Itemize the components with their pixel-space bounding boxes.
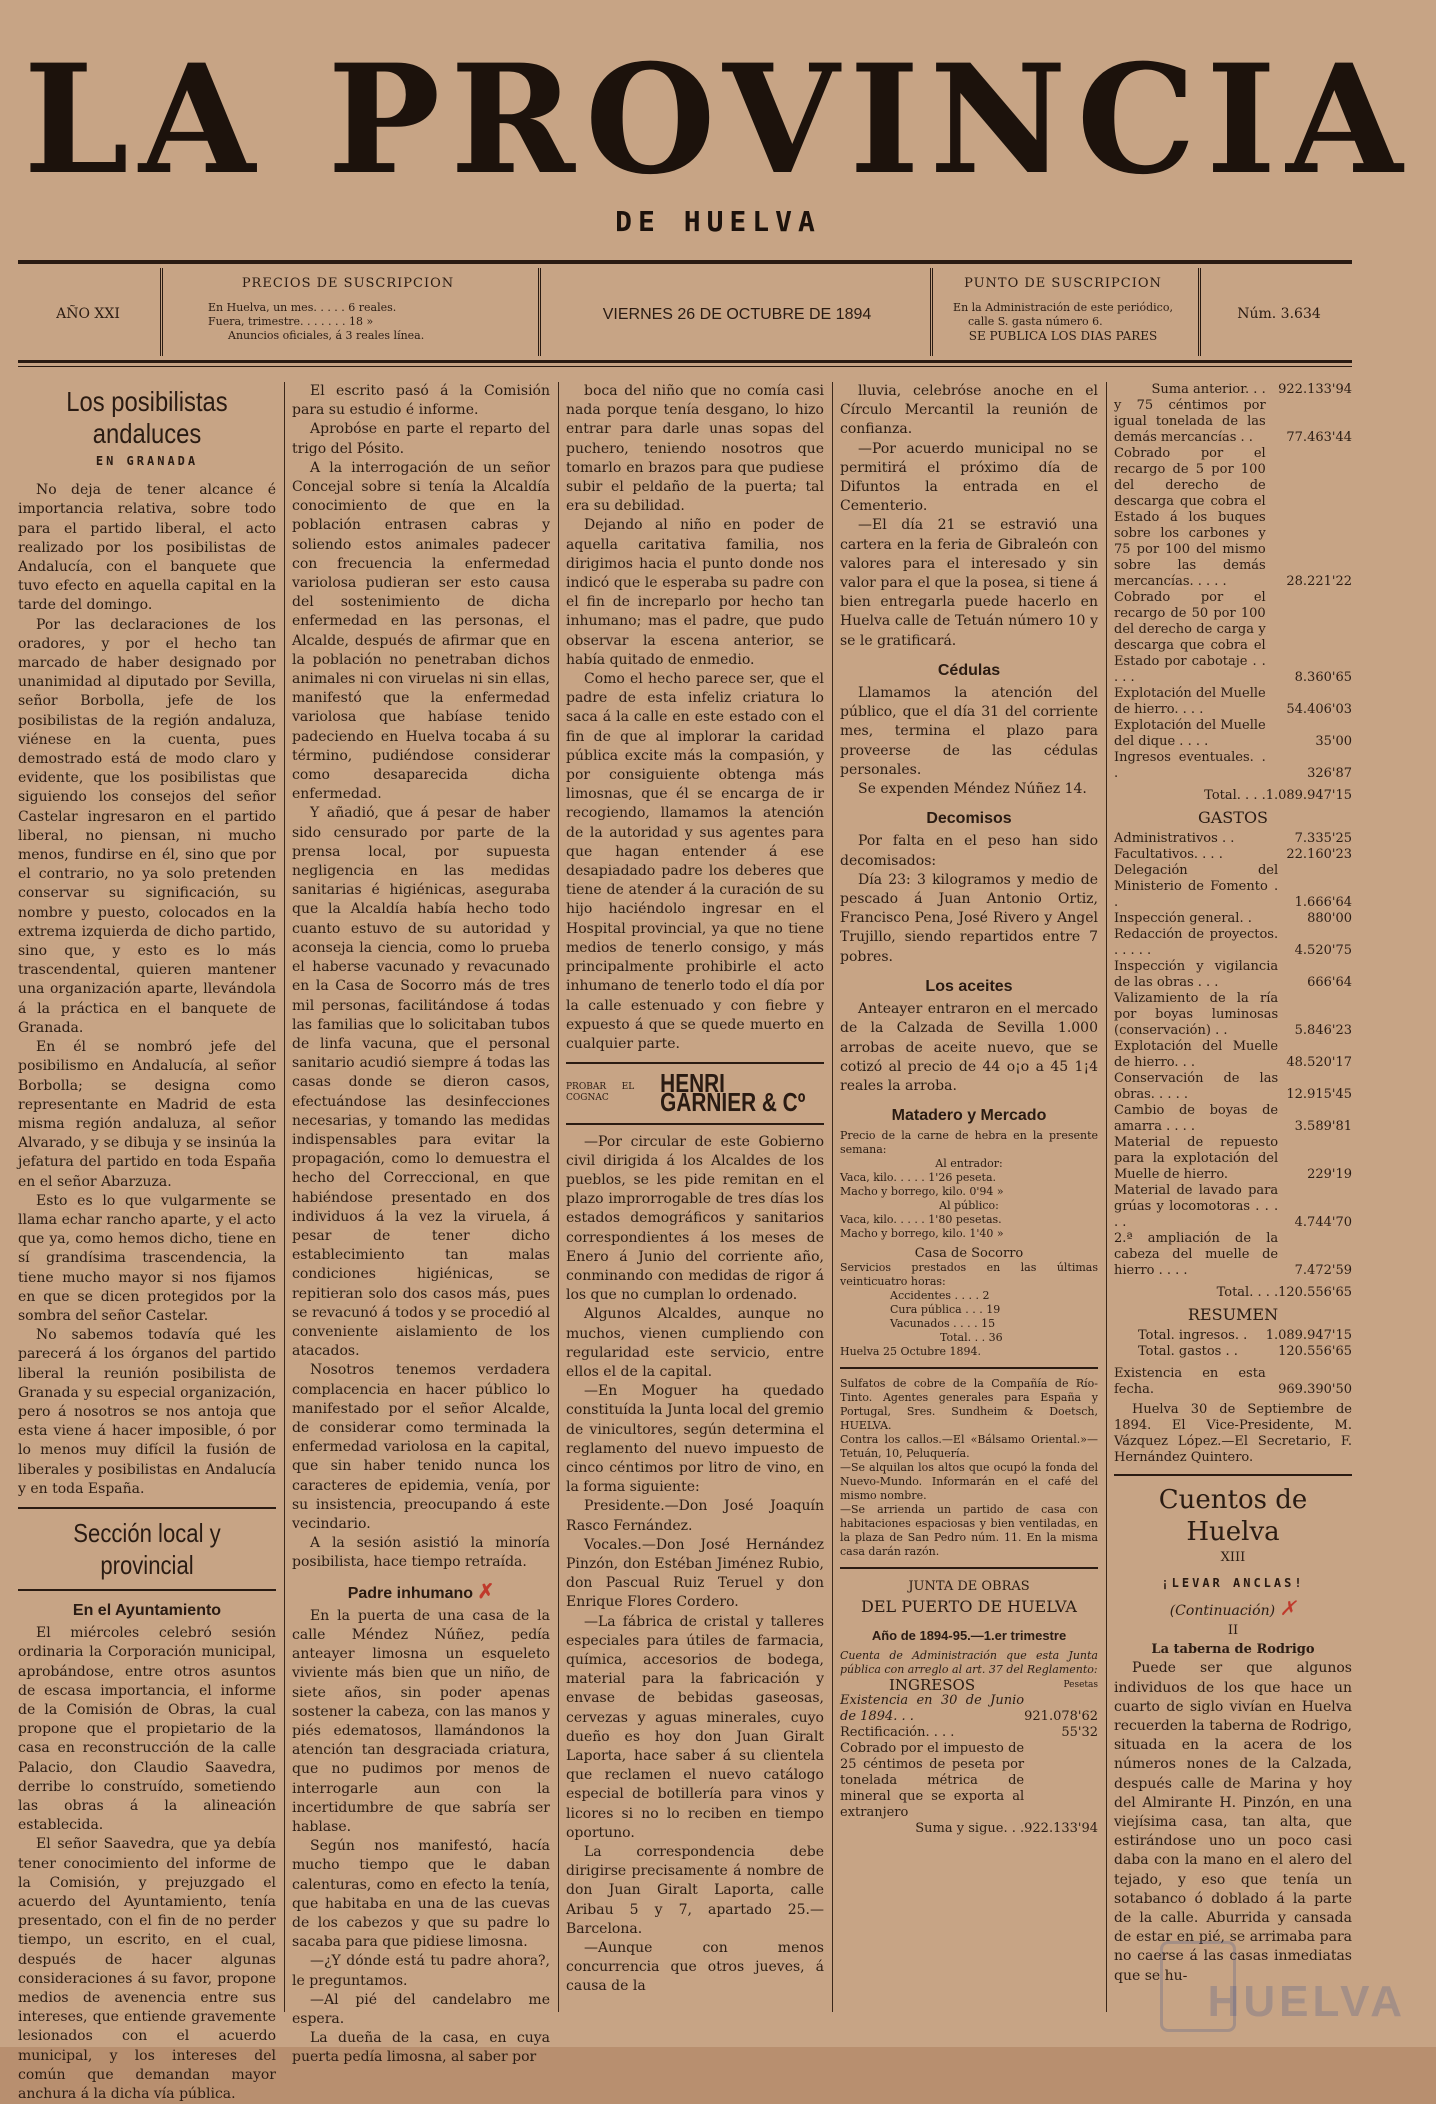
- paragraph: Presidente.—Don José Joaquín Rasco Fernández.: [566, 1498, 824, 1534]
- column-rule: [1106, 382, 1107, 2012]
- section-rule: [1114, 1474, 1352, 1476]
- ledger-label: Explotación del Muelle de hierro. . .: [1114, 1039, 1279, 1071]
- ledger-label: Total. ingresos. .: [1138, 1328, 1248, 1344]
- ledger-value: 880'00: [1307, 911, 1352, 927]
- junta-subtitle: DEL PUERTO DE HUELVA: [861, 1596, 1077, 1616]
- story-part: II: [1227, 1623, 1239, 1639]
- ledger-label: Inspección y vigilancia de las obras . . .: [1114, 959, 1279, 991]
- paragraph: En la puerta de una casa de la calle Méndez Núñez, pedía anteayer limosna un esqueleto viviente más bien que un niño, de siete años, sin poder apenas sostener la cabeza, con las manos y piés edematosos, llamándonos la atención tan desgraciada criatura, que no pudimos por menos de interrogarle aun con la incertidumbre de que sabría ser hablase.: [292, 1607, 550, 1836]
- column-5: [1114, 382, 1352, 2012]
- market-intro: Precio de la carne de hebra en la presente semana:: [840, 1129, 1098, 1157]
- paragraph: —Por acuerdo municipal no se permitirá el próximo día de Difuntos la entrada en el Cementerio.: [840, 440, 1098, 515]
- pesetas-header: Pesetas: [1063, 1679, 1098, 1690]
- ledger-value: 35'00: [1315, 734, 1352, 749]
- column-2: [292, 382, 550, 2066]
- date-cell: [546, 266, 928, 358]
- subscription-title: PUNTO DE SUSCRIPCION: [964, 276, 1162, 291]
- ledger-label: Suma y sigue. . .: [915, 1820, 1025, 1836]
- info-bar: [18, 266, 1352, 358]
- section-rule: [566, 1123, 824, 1125]
- ledger-label: Cobrado por el impuesto de 25 céntimos de peseta por tonelada métrica de mineral que se exporta al extranjero: [840, 1740, 1025, 1820]
- ledger-label: y 75 céntimos por igual tonelada de las demás mercancías . .: [1114, 398, 1266, 445]
- top-rule: [18, 260, 1352, 264]
- notice: Contra los callos.—El «Bálsamo Oriental.»—Tetuán, 10, Peluquería.: [840, 1433, 1098, 1461]
- paragraph: boca del niño que no comía casi nada porque tenía desgano, lo hizo entrar para darle unas sopas del puchero, teniendo nosotros que tomarlo en brazos para que pudiese subir el peldaño de la puerta; tal era su debilidad.: [566, 383, 824, 515]
- ledger-label: Inspección general. .: [1114, 911, 1252, 927]
- cognac-advertisement: [566, 1068, 824, 1118]
- info-divider: [1198, 268, 1201, 356]
- ledger-label: Explotación del Muelle de hierro. . . .: [1114, 686, 1266, 717]
- ledger-label: Cambio de boyas de amarra . . . .: [1114, 1103, 1279, 1135]
- subheading: Cédulas: [937, 661, 1001, 679]
- paragraph: —La fábrica de cristal y talleres especiales para útiles de farmacia, química, accesorios de bodega, material para la fabricación y envase de bebidas gaseosas, cervezas y aguas minerales, cuyo dueño es hoy don Juan Giralt Laporta, hace saber á su clientela que reclamen el nuevo catálogo especial de botillería para vinos y licores si no lo reciben en tiempo oportuno.: [566, 1613, 824, 1841]
- ad-label: PROBAR EL COGNAC: [566, 1082, 635, 1104]
- newspaper-title: LA PROVINCIA: [23, 32, 1413, 208]
- subheading: [292, 1580, 550, 1603]
- story-title: Cuentos de Huelva: [1158, 1485, 1308, 1548]
- column-1: [18, 382, 276, 2103]
- ingresos-table: [840, 1677, 1098, 1837]
- paragraph: Puede ser que algunos individuos de los que hace un cuarto de siglo vivían en Huelva recuerden la taberna de Rodrigo, situada en la acera de los números nones de la Calzada, después calle de Marina y hoy del Almirante H. Pinzón, en una viejísima casa, tan alta, que estirándose uno un poco casi daba con la mano en el alero del tejado, y eso que tenía un sotabanco ó doblado á la parte de la calle. Aburrida y cansada de estar en pié, se arrimaba para no caerse á las casas inmediatas que se hu-: [1114, 1660, 1352, 1984]
- story-chapter-title: ¡LEVAR ANCLAS!: [1161, 1575, 1305, 1590]
- ingresos-continued-table: [1114, 382, 1352, 804]
- section-rule: [566, 1062, 824, 1064]
- ledger-label: Administrativos . .: [1114, 831, 1235, 847]
- notice: Sulfatos de cobre de la Compañía de Río-Tinto. Agentes generales para España y Portugal, Sres. Sundheim & Doetsch, HUELVA.: [840, 1377, 1098, 1433]
- prices-line: En Huelva, un mes. . . . . 6 reales.: [208, 301, 397, 314]
- headline-sub: EN GRANADA: [95, 454, 199, 468]
- number-cell: [1206, 266, 1352, 358]
- subheading: Matadero y Mercado: [891, 1107, 1047, 1125]
- column-rule: [284, 382, 285, 2012]
- paragraph: —Aunque con menos concurrencia que otros jueves, á causa de la: [566, 1940, 824, 1995]
- resumen-header: RESUMEN: [1187, 1305, 1279, 1325]
- paragraph: Y añadió, que á pesar de haber sido censurado por parte de la prensa local, por supuesta negligencia en las medidas sanitarias é higiénicas, aseguraba que la Alcaldía había hecho todo cuanto estuvo de su autoridad y aconseja la ciencia, como lo prueba el haberse vacunado y revacunado en la Casa de Socorro más de tres mil personas, facilitándose á todas las familias que lo solicitaban tubos de linfa vacuna, que el personal sanitario acudió siempre á todas las casas donde se dieron casos, efectuándose las desinfecciones necesarias, y tomando las medidas indispensables para evitar la propagación, como lo demuestra el hecho del Correccional, en que habiéndose presentado en dos individuos á la vez la viruela, á pesar de tener dicho establecimiento tan malas condiciones higiénicas, se repitieran solo dos casos más, pues se revacunó á todos y se procedió al conveniente aislamiento de los atacados.: [292, 805, 550, 1360]
- info-divider: [538, 268, 541, 356]
- issue-number: Núm. 3.634: [1237, 306, 1321, 322]
- market-row: Vaca, kilo. . . . . 1'26 peseta.: [840, 1171, 996, 1185]
- ledger-value: 8.360'65: [1294, 670, 1352, 685]
- subheading: Casa de Socorro: [914, 1246, 1024, 1262]
- paragraph: La dueña de la casa, en cuya puerta pedía limosna, al saber por: [292, 2030, 550, 2066]
- ledger-label: Cobrado por el recargo de 5 por 100 del derecho de descarga que cobra el Estado á los buques sobre los carbones y 75 por 100 del mismo sobre las demás mercancías. . . . .: [1114, 446, 1266, 589]
- column-4: [840, 382, 1098, 2012]
- socorro-row: Vacunados . . . . 15: [890, 1317, 996, 1331]
- socorro-row: Cura pública . . . 19: [890, 1303, 1001, 1317]
- notice: —Se arrienda un partido de casa con habitaciones espaciosas y bien ventiladas, en la plaza de San Pedro núm. 11. En la misma casa darán razón.: [840, 1503, 1098, 1559]
- resumen-table: [1114, 1328, 1352, 1398]
- info-bottom-rule-thin: [18, 366, 1352, 367]
- ledger-value: 22.160'23: [1286, 847, 1352, 863]
- archive-watermark: HUELVA: [1207, 1977, 1406, 2026]
- market-row: Macho y borrego, kilo. 1'40 »: [840, 1227, 1004, 1241]
- market-subhead: Al entrador:: [935, 1157, 1003, 1171]
- ledger-label: Rectificación. . . .: [840, 1724, 955, 1740]
- year-cell: [18, 266, 158, 358]
- ledger-total-label: Total. . . .: [1204, 788, 1266, 803]
- paragraph: Vocales.—Don José Hernández Pinzón, don Estéban Jiménez Rubio, don Pascual Ruiz Teruel y don Enrique Flores Cordero.: [566, 1536, 824, 1611]
- column-3: [566, 382, 824, 2012]
- subscription-line: SE PUBLICA LOS DIAS PARES: [968, 329, 1158, 343]
- ledger-value: 922.133'94: [1278, 382, 1352, 397]
- paragraph: Esto es lo que vulgarmente se llama echar rancho aparte, y el acto que ya, como hemos dicho, tiene en sí grandísima trascendencia, la tiene mucho mayor si nos fijamos en que se dicen protegidos por la sombra del señor Castelar.: [18, 1192, 276, 1324]
- ledger-label: Conservación de las obras. . . . .: [1114, 1071, 1279, 1103]
- ledger-value: 54.406'03: [1286, 702, 1352, 717]
- gastos-header: GASTOS: [1197, 808, 1269, 827]
- paragraph: El señor Saavedra, que ya debía tener conocimiento del informe de la Comisión, y prejuzgado el acuerdo del Ayuntamiento, tenía presentado, con el fin de no perder tiempo, un escrito, en el cual, después de hacer algunas consideraciones á su favor, propone medios de avenencia entre sus intereses, que entiende gravemente lesionados con el acuerdo municipal, y los intereses del común que demandan mayor anchura á la dicha vía pública.: [18, 1836, 276, 2103]
- ledger-label: Facultativos. . . .: [1114, 847, 1223, 863]
- ledger-value: 326'87: [1307, 766, 1352, 781]
- paragraph: El miércoles celebró sesión ordinaria la Corporación municipal, aprobándose, entre otros asuntos de escasa importancia, el informe de la Comisión de Obras, la cual propone que el propietario de la casa en reconstrucción de la calle Palacio, don Claudio Saavedra, derribe lo construído, sometiendo las obras á la alineación establecida.: [18, 1625, 276, 1834]
- socorro-intro: Servicios prestados en las últimas veinticuatro horas:: [840, 1261, 1098, 1289]
- paragraph: Por las declaraciones de los oradores, y por el hecho tan marcado de haber designado por unanimidad al diputado por Sevilla, señor Borbolla, jefe de los posibilistas de la región andaluza, viénese en la cuenta, pues demostrado está de modo claro y evidente, que los posibilistas que siguiendo los consejos del señor Castelar ingresaron en el partido liberal, no piensan, ni mucho menos, fundirse en él, sino que por el contrario, no ya solo pretenden conservar su significación, su nombre y puesto, colocados en la extrema izquierda de dicho partido, sino que, y esto es lo más trascendental, quieren mantener una organización aparte, llevándola á la práctica en el banquete de Granada.: [18, 616, 276, 1036]
- ledger-label: Material de lavado para grúas y locomotoras . . . . .: [1114, 1183, 1279, 1231]
- story-number: XIII: [1220, 1550, 1246, 1566]
- story-part-title: La taberna de Rodrigo: [1151, 1642, 1315, 1658]
- prices-line: Anuncios oficiales, á 3 reales línea.: [228, 329, 425, 342]
- section-rule: [840, 1567, 1098, 1569]
- ledger-value: 120.556'65: [1278, 1344, 1352, 1360]
- subscription-line: calle S. gasta número 6.: [968, 315, 1103, 328]
- paragraph: Dejando al niño en poder de aquella caritativa familia, nos dirigimos hacia el punto donde nos indicó que le esperaba su padre con el fin de increparlo por hecho tan inhumano; mas el padre, que pudo observar la escena anterior, se había quitado de enmedio.: [566, 517, 824, 668]
- section-rule: [18, 1589, 276, 1591]
- ad-brand: HENRI GARNIER & Cº: [660, 1068, 806, 1118]
- prices-cell: [168, 266, 528, 358]
- paragraph: —Por circular de este Gobierno civil dirigida á los Alcaldes de los pueblos, se les pide remitan en el plazo improrrogable de tres días los estados demográficos y sanitarios correspondientes á los meses de Enero á Junio del corriente año, conminando con medidas de rigor á los que no cumplan lo ordenado.: [566, 1133, 824, 1304]
- subheading-text: Padre inhumano: [347, 1584, 474, 1602]
- paragraph: —En Moguer ha quedado constituída la Junta local del gremio de vinicultores, según determina el reglamento del nuevo impuesto de cinco céntimos por litro de vino, en la forma siguiente:: [566, 1383, 824, 1496]
- paragraph: La correspondencia debe dirigirse precisamente á nombre de don Juan Giralt Laporta, calle Aribau 5 y 7, apartado 25.—Barcelona.: [566, 1844, 824, 1937]
- ledger-label: Redacción de proyectos. . . . . .: [1114, 927, 1279, 959]
- market-row: Vaca, kilo. . . . . 1'80 pesetas.: [840, 1213, 1002, 1227]
- notice: —Se alquilan los altos que ocupó la fonda del Nuevo-Mundo. Informarán en el café del mismo nombre.: [840, 1461, 1098, 1503]
- ledger-value: 12.915'45: [1286, 1087, 1352, 1103]
- paragraph: Como el hecho parece ser, que el padre de esta infeliz criatura lo saca á la calle en este estado con el fin de que al implorar la caridad pública excite más la compasión, y por consiguiente obtenga más limosnas, que él se encarga de ir recogiendo, llamamos la atención de la autoridad y sus agentes para que hagan entender á ese desapiadado padre los deberes que tiene de atender á la curación de su hijo haciéndolo ingresar en el Hospital provincial, ya que no tiene medios de tenerlo consigo, y más principalmente prohibirle el acto inhumano de tenerlo todo el día por la calle estenuado y con fiebre y expuesto á que se quede muerto en cualquier parte.: [566, 671, 824, 1052]
- newspaper-subtitle: DE HUELVA: [615, 205, 821, 238]
- subheading: En el Ayuntamiento: [72, 1601, 222, 1619]
- ledger-label: Ingresos eventuales. . .: [1114, 750, 1266, 781]
- paragraph: El escrito pasó á la Comisión para su estudio é informe.: [292, 383, 550, 419]
- paragraph: —Al pié del candelabro me espera.: [292, 1991, 550, 2028]
- article-columns: [18, 382, 1352, 2103]
- ledger-value: 1.666'64: [1294, 895, 1352, 911]
- ledger-label: Cobrado por el recargo de 50 por 100 del derecho de carga y descarga que cobra el Estado por cabotaje . . . . .: [1114, 590, 1266, 685]
- junta-intro: Cuenta de Administración que esta Junta pública con arreglo al art. 37 del Reglamento:: [840, 1648, 1098, 1676]
- ledger-value: 229'19: [1307, 1167, 1352, 1183]
- paragraph: A la interrogación de un señor Concejal sobre si tenía la Alcaldía conocimiento de que en la población entrasen cabras y soliendo estos animales padecer con frecuencia la enfermedad variolosa pudieran ser esto causa del sostenimiento de dicha enfermedad en las personas, el Alcalde, después de afirmar que en la población no penetraban dichos animales ni con viruelas ni sin ellas, manifestó que la enfermedad variolosa que habíase tenido padeciendo en Huelva tocaba á su término, pudiéndose considerar como desaparecida dicha enfermedad.: [292, 459, 550, 803]
- subheading: Decomisos: [926, 810, 1012, 828]
- gastos-table: [1114, 831, 1352, 1301]
- paragraph: Algunos Alcaldes, aunque no muchos, vienen cumpliendo con regularidad este servicio, entre ellos el de la capital.: [566, 1306, 824, 1380]
- subheading: Los aceites: [925, 977, 1013, 995]
- ledger-value: 4.520'75: [1294, 943, 1352, 959]
- ingresos-header: INGRESOS: [888, 1675, 976, 1694]
- ledger-label: Total. gastos . .: [1138, 1344, 1238, 1360]
- ledger-label: Explotación del Muelle del dique . . . .: [1114, 718, 1266, 749]
- ledger-value: 28.221'22: [1286, 574, 1352, 589]
- ledger-value: 922.133'94: [1024, 1820, 1098, 1836]
- paragraph: Anteayer entraron en el mercado de la Calzada de Sevilla 1.000 arrobas de aceite nuevo, que se cotizó al precio de 44 o¡o a 45 1¡4 reales la arroba.: [840, 1001, 1098, 1094]
- subscription-line: En la Administración de este periódico,: [953, 301, 1173, 314]
- ledger-label: Valizamiento de la ría por boyas luminosas (conservación) . .: [1114, 991, 1279, 1039]
- column-rule: [558, 382, 559, 2012]
- ledger-value: 7.472'59: [1294, 1263, 1352, 1279]
- socorro-total: Total. . . 36: [940, 1331, 1003, 1345]
- red-x-mark: ✗: [1279, 1595, 1297, 1620]
- issue-date: VIERNES 26 DE OCTUBRE DE 1894: [602, 306, 872, 323]
- ledger-value: 3.589'81: [1294, 1119, 1352, 1135]
- market-subhead: Al público:: [939, 1199, 999, 1213]
- ledger-label: Delegación del Ministerio de Fomento . .: [1114, 863, 1279, 911]
- info-divider: [930, 268, 933, 356]
- ledger-value: 77.463'44: [1286, 430, 1352, 445]
- ledger-value: 55'32: [1061, 1724, 1098, 1740]
- paragraph: Aprobóse en parte el reparto del trigo del Pósito.: [292, 421, 550, 457]
- red-x-mark: ✗: [477, 1580, 495, 1603]
- paragraph: lluvia, celebróse anoche en el Círculo Mercantil la reunión de confianza.: [840, 383, 1098, 438]
- ledger-value: 5.846'23: [1294, 1023, 1352, 1039]
- subscription-cell: [938, 266, 1188, 358]
- headline: Los posibilistas andaluces: [66, 386, 228, 449]
- ledger-value: 7.335'25: [1294, 831, 1352, 847]
- ledger-label: Material de repuesto para la explotación del Muelle de hierro.: [1114, 1135, 1279, 1183]
- ledger-label: 2.ª ampliación de la cabeza del muelle de hierro . . . .: [1114, 1231, 1279, 1279]
- ledger-label: Existencia en esta fecha.: [1114, 1366, 1266, 1398]
- column-rule: [832, 382, 833, 2012]
- ledger-value: 1.089.947'15: [1265, 1328, 1352, 1344]
- ledger-value: 921.078'62: [1024, 1708, 1098, 1724]
- masthead: [0, 32, 1436, 238]
- ledger-total-value: 1.089.947'15: [1265, 788, 1352, 803]
- ledger-total-value: 120.556'65: [1278, 1285, 1352, 1301]
- junta-title: JUNTA DE OBRAS: [908, 1579, 1030, 1595]
- socorro-date: Huelva 25 Octubre 1894.: [840, 1345, 981, 1359]
- paragraph: En él se nombró jefe del posibilismo en Andalucía, al señor Borbolla; se designa como representante en Madrid de esta misma región andaluza, al señor Alvarado, y se dibuja y se insinúa la jefatura del partido en toda España en el señor Abarzuza.: [18, 1039, 276, 1190]
- paragraph: Se expenden Méndez Núñez 14.: [858, 781, 1087, 798]
- paragraph: No deja de tener alcance é importancia relativa, sobre todo para el partido liberal, el acto realizado por los posibilistas de Andalucía, con el banquete que tuvo efecto en aquella capital en la tarde del domingo.: [18, 482, 276, 614]
- year: AÑO XXI: [56, 306, 120, 322]
- prices-line: Fuera, trimestre. . . . . . . 18 »: [208, 315, 374, 328]
- paragraph: Día 23: 3 kilogramos y medio de pescado á Juan Antonio Ortiz, Francisco Pena, José Rivero y Angel Trujillo, siendo repartidos entre 7 pobres.: [840, 871, 1098, 965]
- paragraph: Por falta en el peso han sido decomisados:: [840, 833, 1098, 869]
- paragraph: No sabemos todavía qué les parecerá á los órganos del partido liberal la reunión posibilista de Granada y su especial organización, pero á nosotros se nos antoja que esta viene á hacer imposible, ó por lo menos muy difícil la fusión de liberales y posibilistas en Andalucía y en toda España.: [18, 1327, 276, 1497]
- ledger-label: Suma anterior. . .: [1151, 382, 1266, 397]
- ledger-value: 969.390'50: [1278, 1382, 1352, 1398]
- continuation-label: (Continuación): [1169, 1602, 1276, 1619]
- section-title: Sección local y provincial: [73, 1517, 221, 1580]
- ledger-value: 48.520'17: [1286, 1055, 1352, 1071]
- paragraph: Según nos manifestó, hacía mucho tiempo que le daban calenturas, como en efecto la tenía, que habitaba en una de las cuevas de los cabezos y que su padre lo sacaba para que pidiese limosna.: [292, 1838, 550, 1951]
- junta-period: Año de 1894-95.—1.er trimestre: [871, 1627, 1067, 1643]
- story-continuation: [1114, 1595, 1352, 1621]
- section-rule: [840, 1367, 1098, 1369]
- paragraph: Llamamos la atención del público, que el día 31 del corriente mes, termina el plazo para proveerse de las cédulas personales.: [840, 685, 1098, 778]
- signature: Huelva 30 de Septiembre de 1894. El Vice-Presidente, M. Vázquez López.—El Secretario, F. Hernández Quintero.: [1114, 1402, 1352, 1466]
- paragraph: —El día 21 se estravió una cartera en la feria de Gibraleón con valores para el interesado y sin valor para el que la posea, si tiene á bien entregarla puede hacerlo en Huelva calle de Tetuán número 10 y se le gratificará.: [840, 517, 1098, 649]
- market-row: Macho y borrego, kilo. 0'94 »: [840, 1185, 1004, 1199]
- paragraph: A la sesión asistió la minoría posibilista, hace tiempo retraída.: [292, 1535, 550, 1571]
- section-rule: [18, 1507, 276, 1509]
- prices-title: PRECIOS DE SUSCRIPCION: [241, 276, 455, 291]
- ledger-label: Existencia en 30 de Junio de 1894. . .: [840, 1692, 1025, 1724]
- info-divider: [160, 268, 163, 356]
- ledger-value: 666'64: [1307, 975, 1352, 991]
- ledger-total-label: Total. . . .: [1216, 1285, 1279, 1301]
- info-bottom-rule: [18, 360, 1352, 363]
- paragraph: Nosotros tenemos verdadera complacencia en hacer público lo manifestado por el señor Alcalde, de considerar como terminada la enfermedad variolosa en la capital, que sin haber tenido nunca los caracteres de epidemia, venía, por su insistencia, preocupando á este vecindario.: [292, 1362, 550, 1532]
- ledger-value: 4.744'70: [1294, 1215, 1352, 1231]
- socorro-row: Accidentes . . . . 2: [890, 1289, 990, 1303]
- paragraph: —¿Y dónde está tu padre ahora?, le preguntamos.: [292, 1953, 550, 1989]
